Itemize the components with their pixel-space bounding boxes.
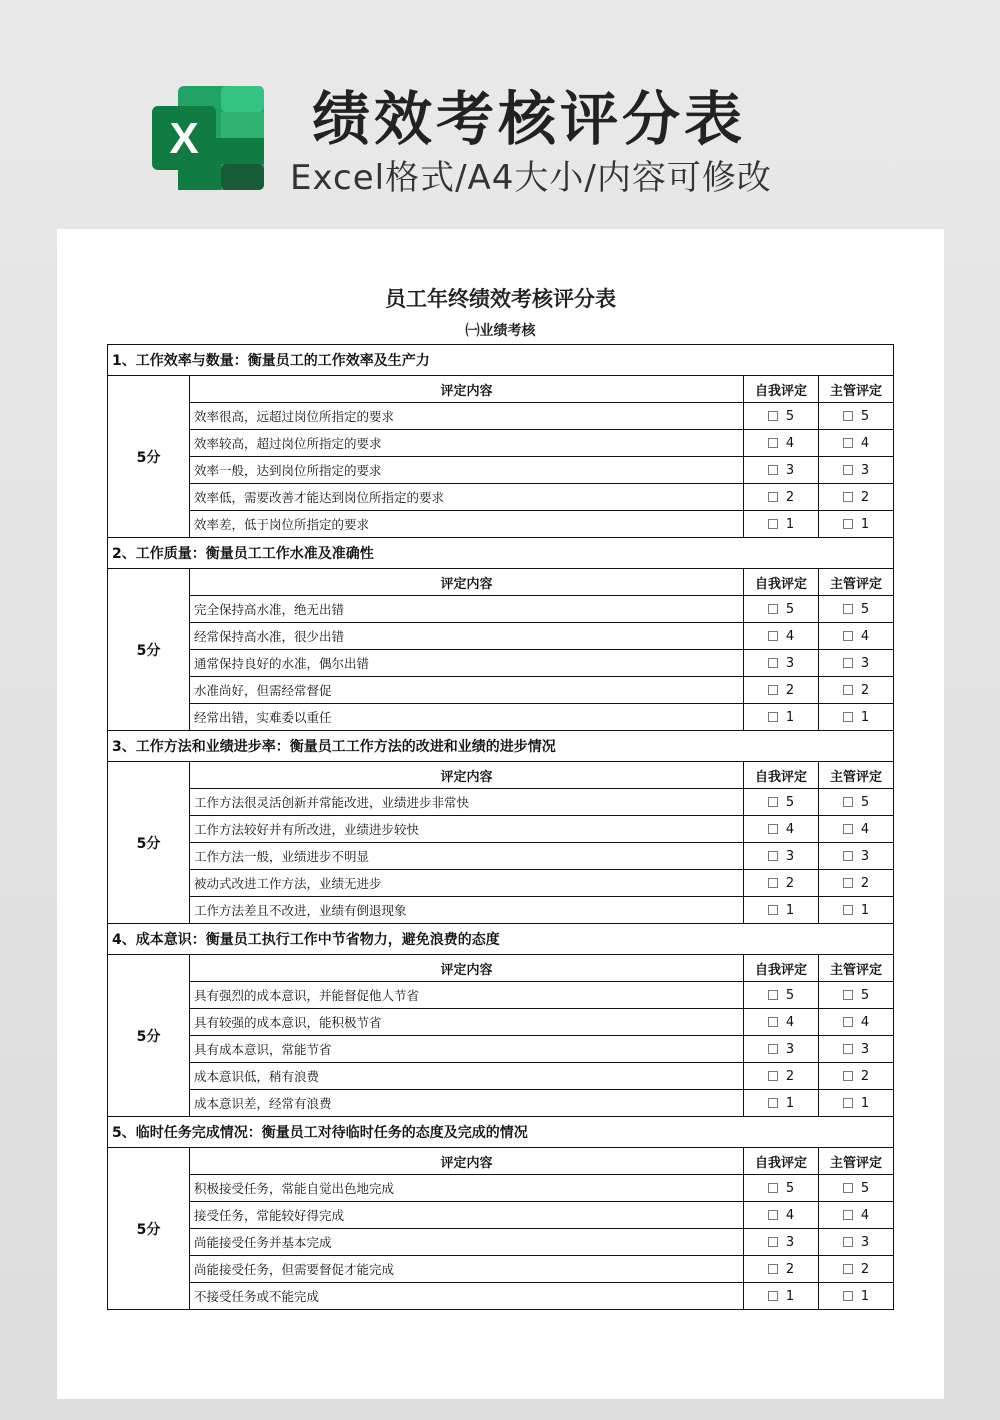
checkbox-icon[interactable]: [768, 712, 778, 722]
rating-value: 1: [785, 902, 795, 918]
column-header-supervisor: 主管评定: [819, 1148, 894, 1175]
section-heading-row: [108, 345, 894, 376]
points-cell: 5分: [108, 1148, 190, 1310]
supervisor-rating-option[interactable]: [819, 843, 894, 870]
table-row: [108, 704, 894, 731]
rating-value: 3: [860, 655, 870, 671]
checkbox-icon[interactable]: [843, 1017, 853, 1027]
column-header-content: 评定内容: [190, 376, 744, 403]
rating-value: 4: [785, 628, 795, 644]
rating-value: 3: [860, 1234, 870, 1250]
self-rating-option[interactable]: [744, 1175, 819, 1202]
rating-value: 2: [785, 875, 795, 891]
criterion-text: 具有成本意识，常能节省: [190, 1036, 744, 1063]
rating-value: 2: [860, 875, 870, 891]
checkbox-icon[interactable]: [843, 1098, 853, 1108]
supervisor-rating-option[interactable]: [819, 1256, 894, 1283]
section-heading: 3、工作方法和业绩进步率：衡量员工工作方法的改进和业绩的进步情况: [108, 731, 894, 762]
checkbox-icon[interactable]: [843, 438, 853, 448]
checkbox-icon[interactable]: [843, 1071, 853, 1081]
checkbox-icon[interactable]: [768, 658, 778, 668]
table-row: [108, 982, 894, 1009]
column-header-supervisor: 主管评定: [819, 955, 894, 982]
self-rating-option[interactable]: [744, 1090, 819, 1117]
supervisor-rating-option[interactable]: [819, 623, 894, 650]
column-header-row: [108, 762, 894, 789]
supervisor-rating-option[interactable]: [819, 897, 894, 924]
section-heading-row: [108, 1117, 894, 1148]
criterion-text: 成本意识低，稍有浪费: [190, 1063, 744, 1090]
table-row: [108, 677, 894, 704]
rating-value: 1: [785, 1095, 795, 1111]
checkbox-icon[interactable]: [768, 465, 778, 475]
section-heading: 1、工作效率与数量：衡量员工的工作效率及生产力: [108, 345, 894, 376]
checkbox-icon[interactable]: [768, 1291, 778, 1301]
criterion-text: 尚能接受任务并基本完成: [190, 1229, 744, 1256]
score-table: [107, 344, 894, 1310]
self-rating-option[interactable]: [744, 1283, 819, 1310]
supervisor-rating-option[interactable]: [819, 1036, 894, 1063]
self-rating-option[interactable]: [744, 982, 819, 1009]
supervisor-rating-option[interactable]: [819, 789, 894, 816]
column-header-self: 自我评定: [744, 376, 819, 403]
supervisor-rating-option[interactable]: [819, 1175, 894, 1202]
checkbox-icon[interactable]: [843, 824, 853, 834]
criterion-text: 通常保持良好的水准，偶尔出错: [190, 650, 744, 677]
table-row: [108, 1009, 894, 1036]
checkbox-icon[interactable]: [768, 878, 778, 888]
document-sheet: [57, 229, 944, 1399]
column-header-row: [108, 1148, 894, 1175]
criterion-text: 被动式改进工作方法，业绩无进步: [190, 870, 744, 897]
supervisor-rating-option[interactable]: [819, 704, 894, 731]
supervisor-rating-option[interactable]: [819, 1063, 894, 1090]
self-rating-option[interactable]: [744, 1009, 819, 1036]
supervisor-rating-option[interactable]: [819, 1009, 894, 1036]
self-rating-option[interactable]: [744, 1036, 819, 1063]
criterion-text: 工作方法一般，业绩进步不明显: [190, 843, 744, 870]
checkbox-icon[interactable]: [843, 1237, 853, 1247]
rating-value: 4: [785, 435, 795, 451]
points-cell: 5分: [108, 376, 190, 538]
checkbox-icon[interactable]: [843, 1291, 853, 1301]
section-heading-row: [108, 924, 894, 955]
rating-value: 1: [860, 1095, 870, 1111]
self-rating-option[interactable]: [744, 650, 819, 677]
criterion-text: 具有较强的成本意识，能积极节省: [190, 1009, 744, 1036]
table-row: [108, 870, 894, 897]
criterion-text: 不接受任务或不能完成: [190, 1283, 744, 1310]
section-heading: 5、临时任务完成情况：衡量员工对待临时任务的态度及完成的情况: [108, 1117, 894, 1148]
document-title: 员工年终绩效考核评分表: [385, 287, 616, 311]
self-rating-option[interactable]: [744, 511, 819, 538]
checkbox-icon[interactable]: [843, 797, 853, 807]
rating-value: 3: [785, 655, 795, 671]
rating-value: 5: [785, 1180, 795, 1196]
criterion-text: 具有强烈的成本意识，并能督促他人节省: [190, 982, 744, 1009]
checkbox-icon[interactable]: [768, 1264, 778, 1274]
checkbox-icon[interactable]: [768, 1183, 778, 1193]
rating-value: 1: [860, 1288, 870, 1304]
rating-value: 5: [860, 1180, 870, 1196]
supervisor-rating-option[interactable]: [819, 677, 894, 704]
rating-value: 1: [785, 709, 795, 725]
criterion-text: 工作方法差且不改进，业绩有倒退现象: [190, 897, 744, 924]
rating-value: 5: [785, 794, 795, 810]
supervisor-rating-option[interactable]: [819, 1202, 894, 1229]
checkbox-icon[interactable]: [768, 905, 778, 915]
table-row: [108, 430, 894, 457]
rating-value: 4: [860, 821, 870, 837]
table-row: [108, 897, 894, 924]
rating-value: 1: [860, 902, 870, 918]
supervisor-rating-option[interactable]: [819, 403, 894, 430]
checkbox-icon[interactable]: [843, 905, 853, 915]
supervisor-rating-option[interactable]: [819, 511, 894, 538]
checkbox-icon[interactable]: [843, 658, 853, 668]
checkbox-icon[interactable]: [843, 685, 853, 695]
rating-value: 2: [860, 489, 870, 505]
banner: [0, 0, 1000, 230]
criterion-text: 效率差，低于岗位所指定的要求: [190, 511, 744, 538]
table-row: [108, 484, 894, 511]
checkbox-icon[interactable]: [843, 604, 853, 614]
table-row: [108, 650, 894, 677]
criterion-text: 效率一般，达到岗位所指定的要求: [190, 457, 744, 484]
supervisor-rating-option[interactable]: [819, 430, 894, 457]
criterion-text: 工作方法很灵活创新并常能改进，业绩进步非常快: [190, 789, 744, 816]
column-header-row: [108, 955, 894, 982]
checkbox-icon[interactable]: [768, 797, 778, 807]
self-rating-option[interactable]: [744, 677, 819, 704]
supervisor-rating-option[interactable]: [819, 1229, 894, 1256]
checkbox-icon[interactable]: [768, 492, 778, 502]
rating-value: 2: [785, 489, 795, 505]
rating-value: 3: [785, 848, 795, 864]
table-row: [108, 457, 894, 484]
criterion-text: 完全保持高水准，绝无出错: [190, 596, 744, 623]
rating-value: 4: [860, 628, 870, 644]
supervisor-rating-option[interactable]: [819, 1090, 894, 1117]
column-header-content: 评定内容: [190, 762, 744, 789]
self-rating-option[interactable]: [744, 870, 819, 897]
section-heading: 2、工作质量：衡量员工工作水准及准确性: [108, 538, 894, 569]
points-cell: 5分: [108, 955, 190, 1117]
self-rating-option[interactable]: [744, 1063, 819, 1090]
self-rating-option[interactable]: [744, 789, 819, 816]
column-header-self: 自我评定: [744, 955, 819, 982]
criterion-text: 尚能接受任务，但需要督促才能完成: [190, 1256, 744, 1283]
rating-value: 5: [785, 987, 795, 1003]
column-header-content: 评定内容: [190, 955, 744, 982]
logo-letter: X: [169, 114, 199, 163]
self-rating-option[interactable]: [744, 430, 819, 457]
supervisor-rating-option[interactable]: [819, 596, 894, 623]
table-row: [108, 403, 894, 430]
rating-value: 5: [860, 408, 870, 424]
checkbox-icon[interactable]: [768, 604, 778, 614]
rating-value: 3: [860, 848, 870, 864]
points-cell: 5分: [108, 569, 190, 731]
checkbox-icon[interactable]: [843, 878, 853, 888]
checkbox-icon[interactable]: [843, 1210, 853, 1220]
criterion-text: 工作方法较好并有所改进，业绩进步较快: [190, 816, 744, 843]
column-header-content: 评定内容: [190, 1148, 744, 1175]
column-header-supervisor: 主管评定: [819, 376, 894, 403]
checkbox-icon[interactable]: [768, 519, 778, 529]
rating-value: 3: [785, 462, 795, 478]
criterion-text: 效率较高，超过岗位所指定的要求: [190, 430, 744, 457]
page-subtitle: Excel格式/A4大小/内容可修改: [290, 158, 772, 198]
supervisor-rating-option[interactable]: [819, 457, 894, 484]
rating-value: 4: [860, 1207, 870, 1223]
checkbox-icon[interactable]: [768, 1210, 778, 1220]
checkbox-icon[interactable]: [843, 990, 853, 1000]
rating-value: 5: [860, 601, 870, 617]
table-row: [108, 511, 894, 538]
self-rating-option[interactable]: [744, 623, 819, 650]
self-rating-option[interactable]: [744, 403, 819, 430]
table-row: [108, 1036, 894, 1063]
checkbox-icon[interactable]: [843, 1264, 853, 1274]
page-title: 绩效考核评分表: [312, 85, 747, 153]
supervisor-rating-option[interactable]: [819, 870, 894, 897]
rating-value: 4: [860, 1014, 870, 1030]
document-section-label: ㈠业绩考核: [465, 323, 536, 339]
checkbox-icon[interactable]: [768, 851, 778, 861]
rating-value: 1: [785, 1288, 795, 1304]
criterion-text: 积极接受任务，常能自觉出色地完成: [190, 1175, 744, 1202]
rating-value: 2: [860, 1068, 870, 1084]
checkbox-icon[interactable]: [768, 1098, 778, 1108]
rating-value: 1: [860, 516, 870, 532]
rating-value: 2: [785, 1261, 795, 1277]
checkbox-icon[interactable]: [843, 1183, 853, 1193]
points-cell: 5分: [108, 762, 190, 924]
criterion-text: 经常出错，实难委以重任: [190, 704, 744, 731]
checkbox-icon[interactable]: [768, 1237, 778, 1247]
excel-logo-icon: [152, 86, 264, 190]
checkbox-icon[interactable]: [768, 438, 778, 448]
supervisor-rating-option[interactable]: [819, 1283, 894, 1310]
self-rating-option[interactable]: [744, 484, 819, 511]
table-row: [108, 623, 894, 650]
rating-value: 5: [785, 601, 795, 617]
checkbox-icon[interactable]: [843, 851, 853, 861]
rating-value: 1: [860, 709, 870, 725]
table-row: [108, 1202, 894, 1229]
rating-value: 3: [785, 1041, 795, 1057]
rating-value: 2: [860, 1261, 870, 1277]
checkbox-icon[interactable]: [843, 1044, 853, 1054]
rating-value: 3: [785, 1234, 795, 1250]
checkbox-icon[interactable]: [768, 824, 778, 834]
checkbox-icon[interactable]: [843, 712, 853, 722]
rating-value: 2: [860, 682, 870, 698]
rating-value: 4: [785, 821, 795, 837]
checkbox-icon[interactable]: [768, 1017, 778, 1027]
self-rating-option[interactable]: [744, 1229, 819, 1256]
column-header-self: 自我评定: [744, 762, 819, 789]
rating-value: 5: [860, 987, 870, 1003]
self-rating-option[interactable]: [744, 596, 819, 623]
column-header-supervisor: 主管评定: [819, 762, 894, 789]
checkbox-icon[interactable]: [843, 631, 853, 641]
column-header-row: [108, 569, 894, 596]
checkbox-icon[interactable]: [768, 990, 778, 1000]
rating-value: 5: [785, 408, 795, 424]
table-row: [108, 1229, 894, 1256]
self-rating-option[interactable]: [744, 816, 819, 843]
supervisor-rating-option[interactable]: [819, 982, 894, 1009]
criterion-text: 经常保持高水准，很少出错: [190, 623, 744, 650]
checkbox-icon[interactable]: [768, 685, 778, 695]
column-header-content: 评定内容: [190, 569, 744, 596]
rating-value: 5: [860, 794, 870, 810]
checkbox-icon[interactable]: [843, 492, 853, 502]
rating-value: 1: [785, 516, 795, 532]
criterion-text: 接受任务，常能较好得完成: [190, 1202, 744, 1229]
rating-value: 2: [785, 1068, 795, 1084]
rating-value: 4: [860, 435, 870, 451]
checkbox-icon[interactable]: [843, 411, 853, 421]
section-heading-row: [108, 538, 894, 569]
table-row: [108, 789, 894, 816]
self-rating-option[interactable]: [744, 457, 819, 484]
table-row: [108, 1175, 894, 1202]
table-row: [108, 843, 894, 870]
table-row: [108, 816, 894, 843]
section-heading: 4、成本意识：衡量员工执行工作中节省物力，避免浪费的态度: [108, 924, 894, 955]
rating-value: 3: [860, 462, 870, 478]
supervisor-rating-option[interactable]: [819, 484, 894, 511]
table-row: [108, 1090, 894, 1117]
checkbox-icon[interactable]: [843, 465, 853, 475]
checkbox-icon[interactable]: [768, 631, 778, 641]
checkbox-icon[interactable]: [768, 411, 778, 421]
table-row: [108, 1256, 894, 1283]
criterion-text: 效率低，需要改善才能达到岗位所指定的要求: [190, 484, 744, 511]
self-rating-option[interactable]: [744, 1256, 819, 1283]
rating-value: 4: [785, 1207, 795, 1223]
rating-value: 4: [785, 1014, 795, 1030]
section-heading-row: [108, 731, 894, 762]
self-rating-option[interactable]: [744, 704, 819, 731]
checkbox-icon[interactable]: [768, 1044, 778, 1054]
column-header-self: 自我评定: [744, 1148, 819, 1175]
supervisor-rating-option[interactable]: [819, 650, 894, 677]
checkbox-icon[interactable]: [768, 1071, 778, 1081]
table-row: [108, 596, 894, 623]
column-header-supervisor: 主管评定: [819, 569, 894, 596]
column-header-row: [108, 376, 894, 403]
self-rating-option[interactable]: [744, 1202, 819, 1229]
checkbox-icon[interactable]: [843, 519, 853, 529]
criterion-text: 成本意识差，经常有浪费: [190, 1090, 744, 1117]
table-row: [108, 1063, 894, 1090]
self-rating-option[interactable]: [744, 843, 819, 870]
self-rating-option[interactable]: [744, 897, 819, 924]
rating-value: 3: [860, 1041, 870, 1057]
criterion-text: 效率很高，远超过岗位所指定的要求: [190, 403, 744, 430]
table-row: [108, 1283, 894, 1310]
criterion-text: 水准尚好，但需经常督促: [190, 677, 744, 704]
rating-value: 2: [785, 682, 795, 698]
supervisor-rating-option[interactable]: [819, 816, 894, 843]
column-header-self: 自我评定: [744, 569, 819, 596]
